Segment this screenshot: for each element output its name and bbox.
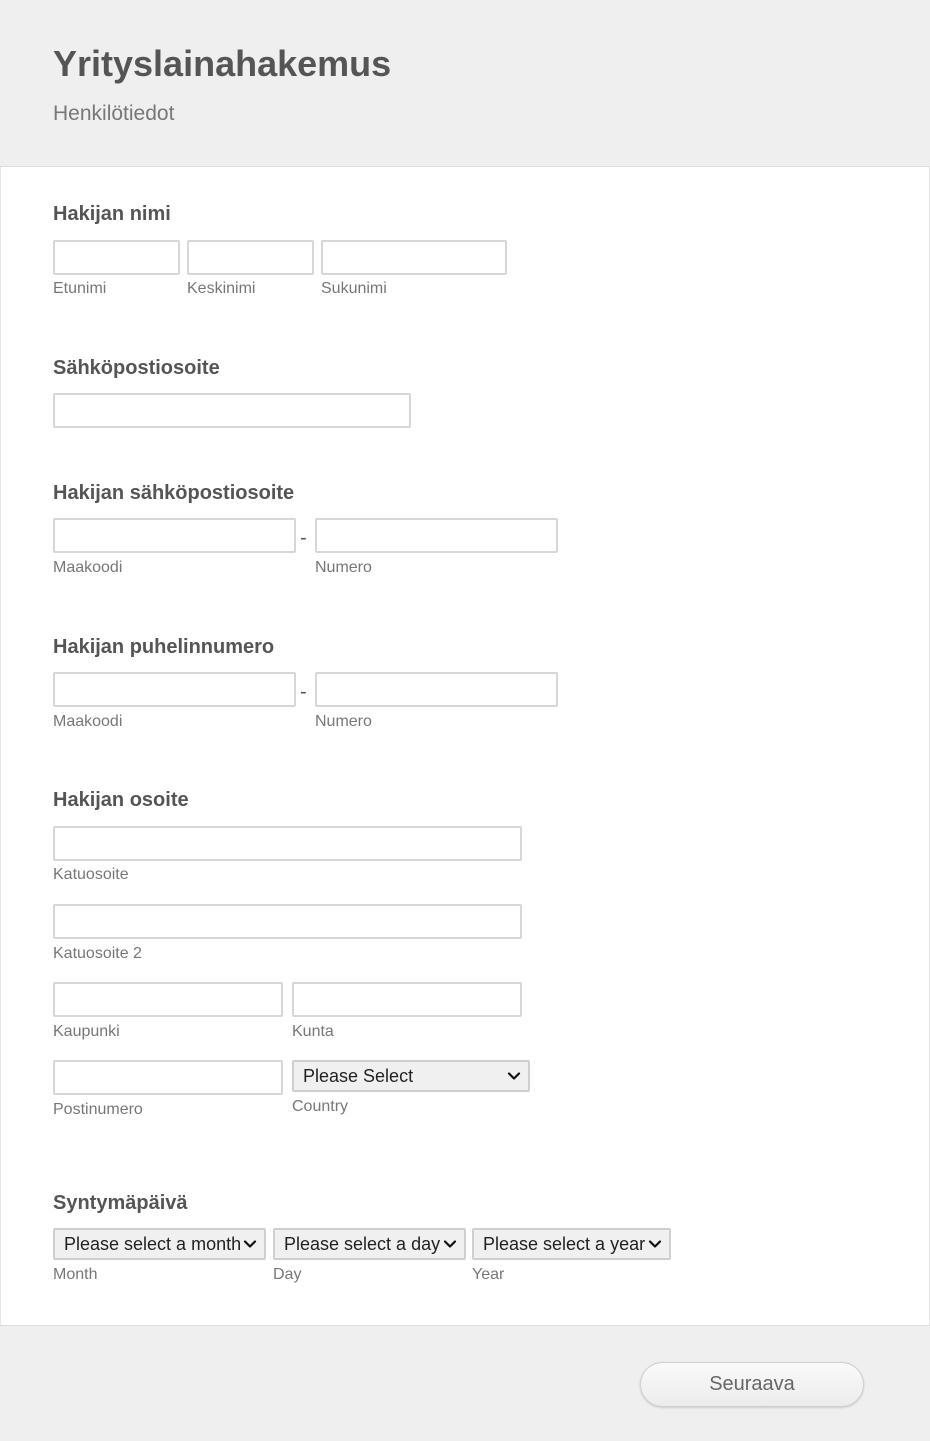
last-name-input[interactable] [321,240,507,275]
birth-year-sublabel: Year [472,1266,505,1283]
postal-code-input[interactable] [53,1060,283,1095]
country-select-value: Please Select [303,1065,414,1086]
birth-month-sublabel: Month [53,1266,98,1283]
form-header [0,0,930,167]
phone-label: Hakijan puhelinnumero [53,636,275,658]
form-footer [0,1325,930,1441]
email-input[interactable] [53,393,411,428]
first-name-input[interactable] [53,240,180,275]
birthdate-label: Syntymäpäivä [53,1192,188,1214]
birth-day-sublabel: Day [273,1266,302,1283]
phone-area-code-input[interactable] [53,672,296,707]
chevron-down-icon [443,1237,457,1251]
street-address2-input[interactable] [53,904,522,939]
applicant-email-area-code-sublabel: Maakoodi [53,559,123,576]
applicant-email-area-code-input[interactable] [53,518,296,553]
chevron-down-icon [507,1069,521,1083]
applicant-email-number-sublabel: Numero [315,559,372,576]
email-label: Sähköpostiosoite [53,357,220,379]
birth-year-value: Please select a year [483,1233,646,1254]
postal-code-sublabel: Postinumero [53,1101,143,1118]
middle-name-input[interactable] [187,240,314,275]
birth-month-value: Please select a month [64,1233,242,1254]
country-sublabel: Country [292,1098,349,1115]
birth-year-select[interactable] [472,1228,671,1260]
phone-area-code-sublabel: Maakoodi [53,713,123,730]
city-sublabel: Kaupunki [53,1023,120,1040]
birth-month-select[interactable] [53,1228,266,1260]
municipality-sublabel: Kunta [292,1023,334,1040]
applicant-email-number-input[interactable] [315,518,558,553]
form-body [0,167,930,1325]
last-name-sublabel: Sukunimi [321,280,387,297]
next-button[interactable]: Seuraava [640,1362,864,1407]
form-subtitle: Henkilötiedot [53,102,175,125]
birth-day-select[interactable] [273,1228,466,1260]
municipality-input[interactable] [292,982,522,1017]
street-address2-sublabel: Katuosoite 2 [53,945,142,962]
applicant-email-label: Hakijan sähköpostiosoite [53,482,295,504]
street-address-input[interactable] [53,826,522,861]
street-address-sublabel: Katuosoite [53,866,129,883]
first-name-sublabel: Etunimi [53,280,107,297]
birth-day-value: Please select a day [284,1233,441,1254]
country-select[interactable] [292,1060,530,1092]
middle-name-sublabel: Keskinimi [187,280,256,297]
phone-separator: - [300,681,307,703]
name-label: Hakijan nimi [53,203,171,225]
city-input[interactable] [53,982,283,1017]
applicant-email-separator: - [300,527,307,549]
phone-number-input[interactable] [315,672,558,707]
address-label: Hakijan osoite [53,789,189,811]
chevron-down-icon [243,1237,257,1251]
form-title: Yrityslainahakemus [53,43,392,84]
phone-number-sublabel: Numero [315,713,372,730]
chevron-down-icon [648,1237,662,1251]
